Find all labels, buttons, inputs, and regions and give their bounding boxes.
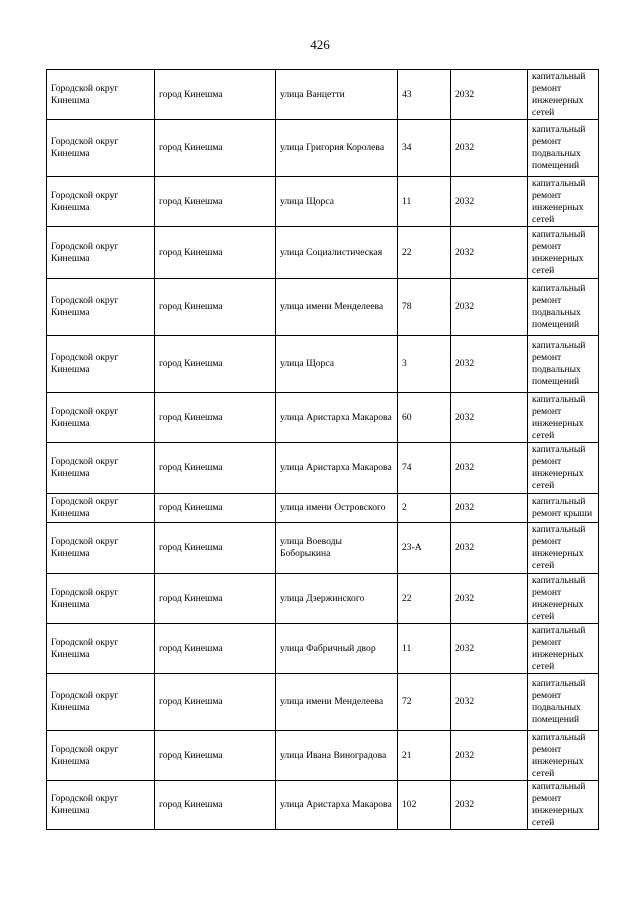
city-cell: город Кинешма (155, 120, 276, 177)
city-cell: город Кинешма (155, 393, 276, 443)
table-row (47, 393, 599, 443)
year-cell: 2032 (451, 279, 528, 336)
house-cell: 74 (398, 443, 451, 494)
okrug-cell: Городской округ Кинешма (47, 120, 155, 177)
okrug-cell: Городской округ Кинешма (47, 731, 155, 781)
city-cell: город Кинешма (155, 731, 276, 781)
street-cell: улица Аристарха Макарова (276, 781, 398, 830)
table-row (47, 70, 599, 120)
year-cell: 2032 (451, 336, 528, 393)
year-cell: 2032 (451, 177, 528, 227)
work-cell: капитальный ремонт подвальных помещений (528, 674, 599, 731)
year-cell: 2032 (451, 227, 528, 279)
table-row (47, 279, 599, 336)
street-cell: улица Щорса (276, 177, 398, 227)
table-row (47, 731, 599, 781)
city-cell: город Кинешма (155, 279, 276, 336)
city-cell: город Кинешма (155, 781, 276, 830)
table-row (47, 443, 599, 494)
table-row (47, 523, 599, 574)
table-row (47, 177, 599, 227)
street-cell: улица Щорса (276, 336, 398, 393)
house-cell: 22 (398, 574, 451, 624)
work-cell: капитальный ремонт подвальных помещений (528, 279, 599, 336)
work-cell: капитальный ремонт инженерных сетей (528, 731, 599, 781)
house-cell: 21 (398, 731, 451, 781)
house-cell: 72 (398, 674, 451, 731)
city-cell: город Кинешма (155, 523, 276, 574)
work-cell: капитальный ремонт инженерных сетей (528, 227, 599, 279)
city-cell: город Кинешма (155, 227, 276, 279)
work-cell: капитальный ремонт крыши (528, 494, 599, 523)
street-cell: улица имени Менделеева (276, 674, 398, 731)
house-cell: 34 (398, 120, 451, 177)
okrug-cell: Городской округ Кинешма (47, 393, 155, 443)
work-cell: капитальный ремонт подвальных помещений (528, 336, 599, 393)
year-cell: 2032 (451, 624, 528, 674)
okrug-cell: Городской округ Кинешма (47, 574, 155, 624)
table-row (47, 674, 599, 731)
okrug-cell: Городской округ Кинешма (47, 177, 155, 227)
year-cell: 2032 (451, 674, 528, 731)
street-cell: улица Ивана Виноградова (276, 731, 398, 781)
okrug-cell: Городской округ Кинешма (47, 523, 155, 574)
work-cell: капитальный ремонт инженерных сетей (528, 393, 599, 443)
house-cell: 43 (398, 70, 451, 120)
street-cell: улица имени Островского (276, 494, 398, 523)
table-row (47, 494, 599, 523)
city-cell: город Кинешма (155, 574, 276, 624)
street-cell: улица Ванцетти (276, 70, 398, 120)
work-cell: капитальный ремонт инженерных сетей (528, 624, 599, 674)
okrug-cell: Городской округ Кинешма (47, 279, 155, 336)
house-cell: 2 (398, 494, 451, 523)
street-cell: улица Фабричный двор (276, 624, 398, 674)
street-cell: улица Аристарха Макарова (276, 443, 398, 494)
city-cell: город Кинешма (155, 443, 276, 494)
house-cell: 11 (398, 624, 451, 674)
year-cell: 2032 (451, 443, 528, 494)
year-cell: 2032 (451, 120, 528, 177)
house-cell: 11 (398, 177, 451, 227)
table-row (47, 624, 599, 674)
year-cell: 2032 (451, 70, 528, 120)
okrug-cell: Городской округ Кинешма (47, 674, 155, 731)
work-cell: капитальный ремонт инженерных сетей (528, 574, 599, 624)
house-cell: 3 (398, 336, 451, 393)
okrug-cell: Городской округ Кинешма (47, 443, 155, 494)
okrug-cell: Городской округ Кинешма (47, 781, 155, 830)
work-cell: капитальный ремонт инженерных сетей (528, 70, 599, 120)
year-cell: 2032 (451, 523, 528, 574)
year-cell: 2032 (451, 781, 528, 830)
registry-table (46, 69, 599, 830)
year-cell: 2032 (451, 574, 528, 624)
house-cell: 22 (398, 227, 451, 279)
street-cell: улица Воеводы Боборыкина (276, 523, 398, 574)
city-cell: город Кинешма (155, 177, 276, 227)
table-row (47, 781, 599, 830)
street-cell: улица Дзержинского (276, 574, 398, 624)
table-row (47, 574, 599, 624)
table-row (47, 336, 599, 393)
house-cell: 102 (398, 781, 451, 830)
work-cell: капитальный ремонт подвальных помещений (528, 120, 599, 177)
year-cell: 2032 (451, 731, 528, 781)
page-number: 426 (310, 37, 330, 52)
okrug-cell: Городской округ Кинешма (47, 70, 155, 120)
year-cell: 2032 (451, 393, 528, 443)
work-cell: капитальный ремонт инженерных сетей (528, 177, 599, 227)
table-row (47, 120, 599, 177)
street-cell: улица Социалистическая (276, 227, 398, 279)
street-cell: улица Григория Королева (276, 120, 398, 177)
okrug-cell: Городской округ Кинешма (47, 336, 155, 393)
city-cell: город Кинешма (155, 494, 276, 523)
street-cell: улица Аристарха Макарова (276, 393, 398, 443)
okrug-cell: Городской округ Кинешма (47, 624, 155, 674)
city-cell: город Кинешма (155, 70, 276, 120)
house-cell: 78 (398, 279, 451, 336)
street-cell: улица имени Менделеева (276, 279, 398, 336)
city-cell: город Кинешма (155, 336, 276, 393)
city-cell: город Кинешма (155, 674, 276, 731)
okrug-cell: Городской округ Кинешма (47, 494, 155, 523)
house-cell: 60 (398, 393, 451, 443)
work-cell: капитальный ремонт инженерных сетей (528, 781, 599, 830)
year-cell: 2032 (451, 494, 528, 523)
okrug-cell: Городской округ Кинешма (47, 227, 155, 279)
table-row (47, 227, 599, 279)
city-cell: город Кинешма (155, 624, 276, 674)
work-cell: капитальный ремонт инженерных сетей (528, 523, 599, 574)
work-cell: капитальный ремонт инженерных сетей (528, 443, 599, 494)
house-cell: 23-А (398, 523, 451, 574)
